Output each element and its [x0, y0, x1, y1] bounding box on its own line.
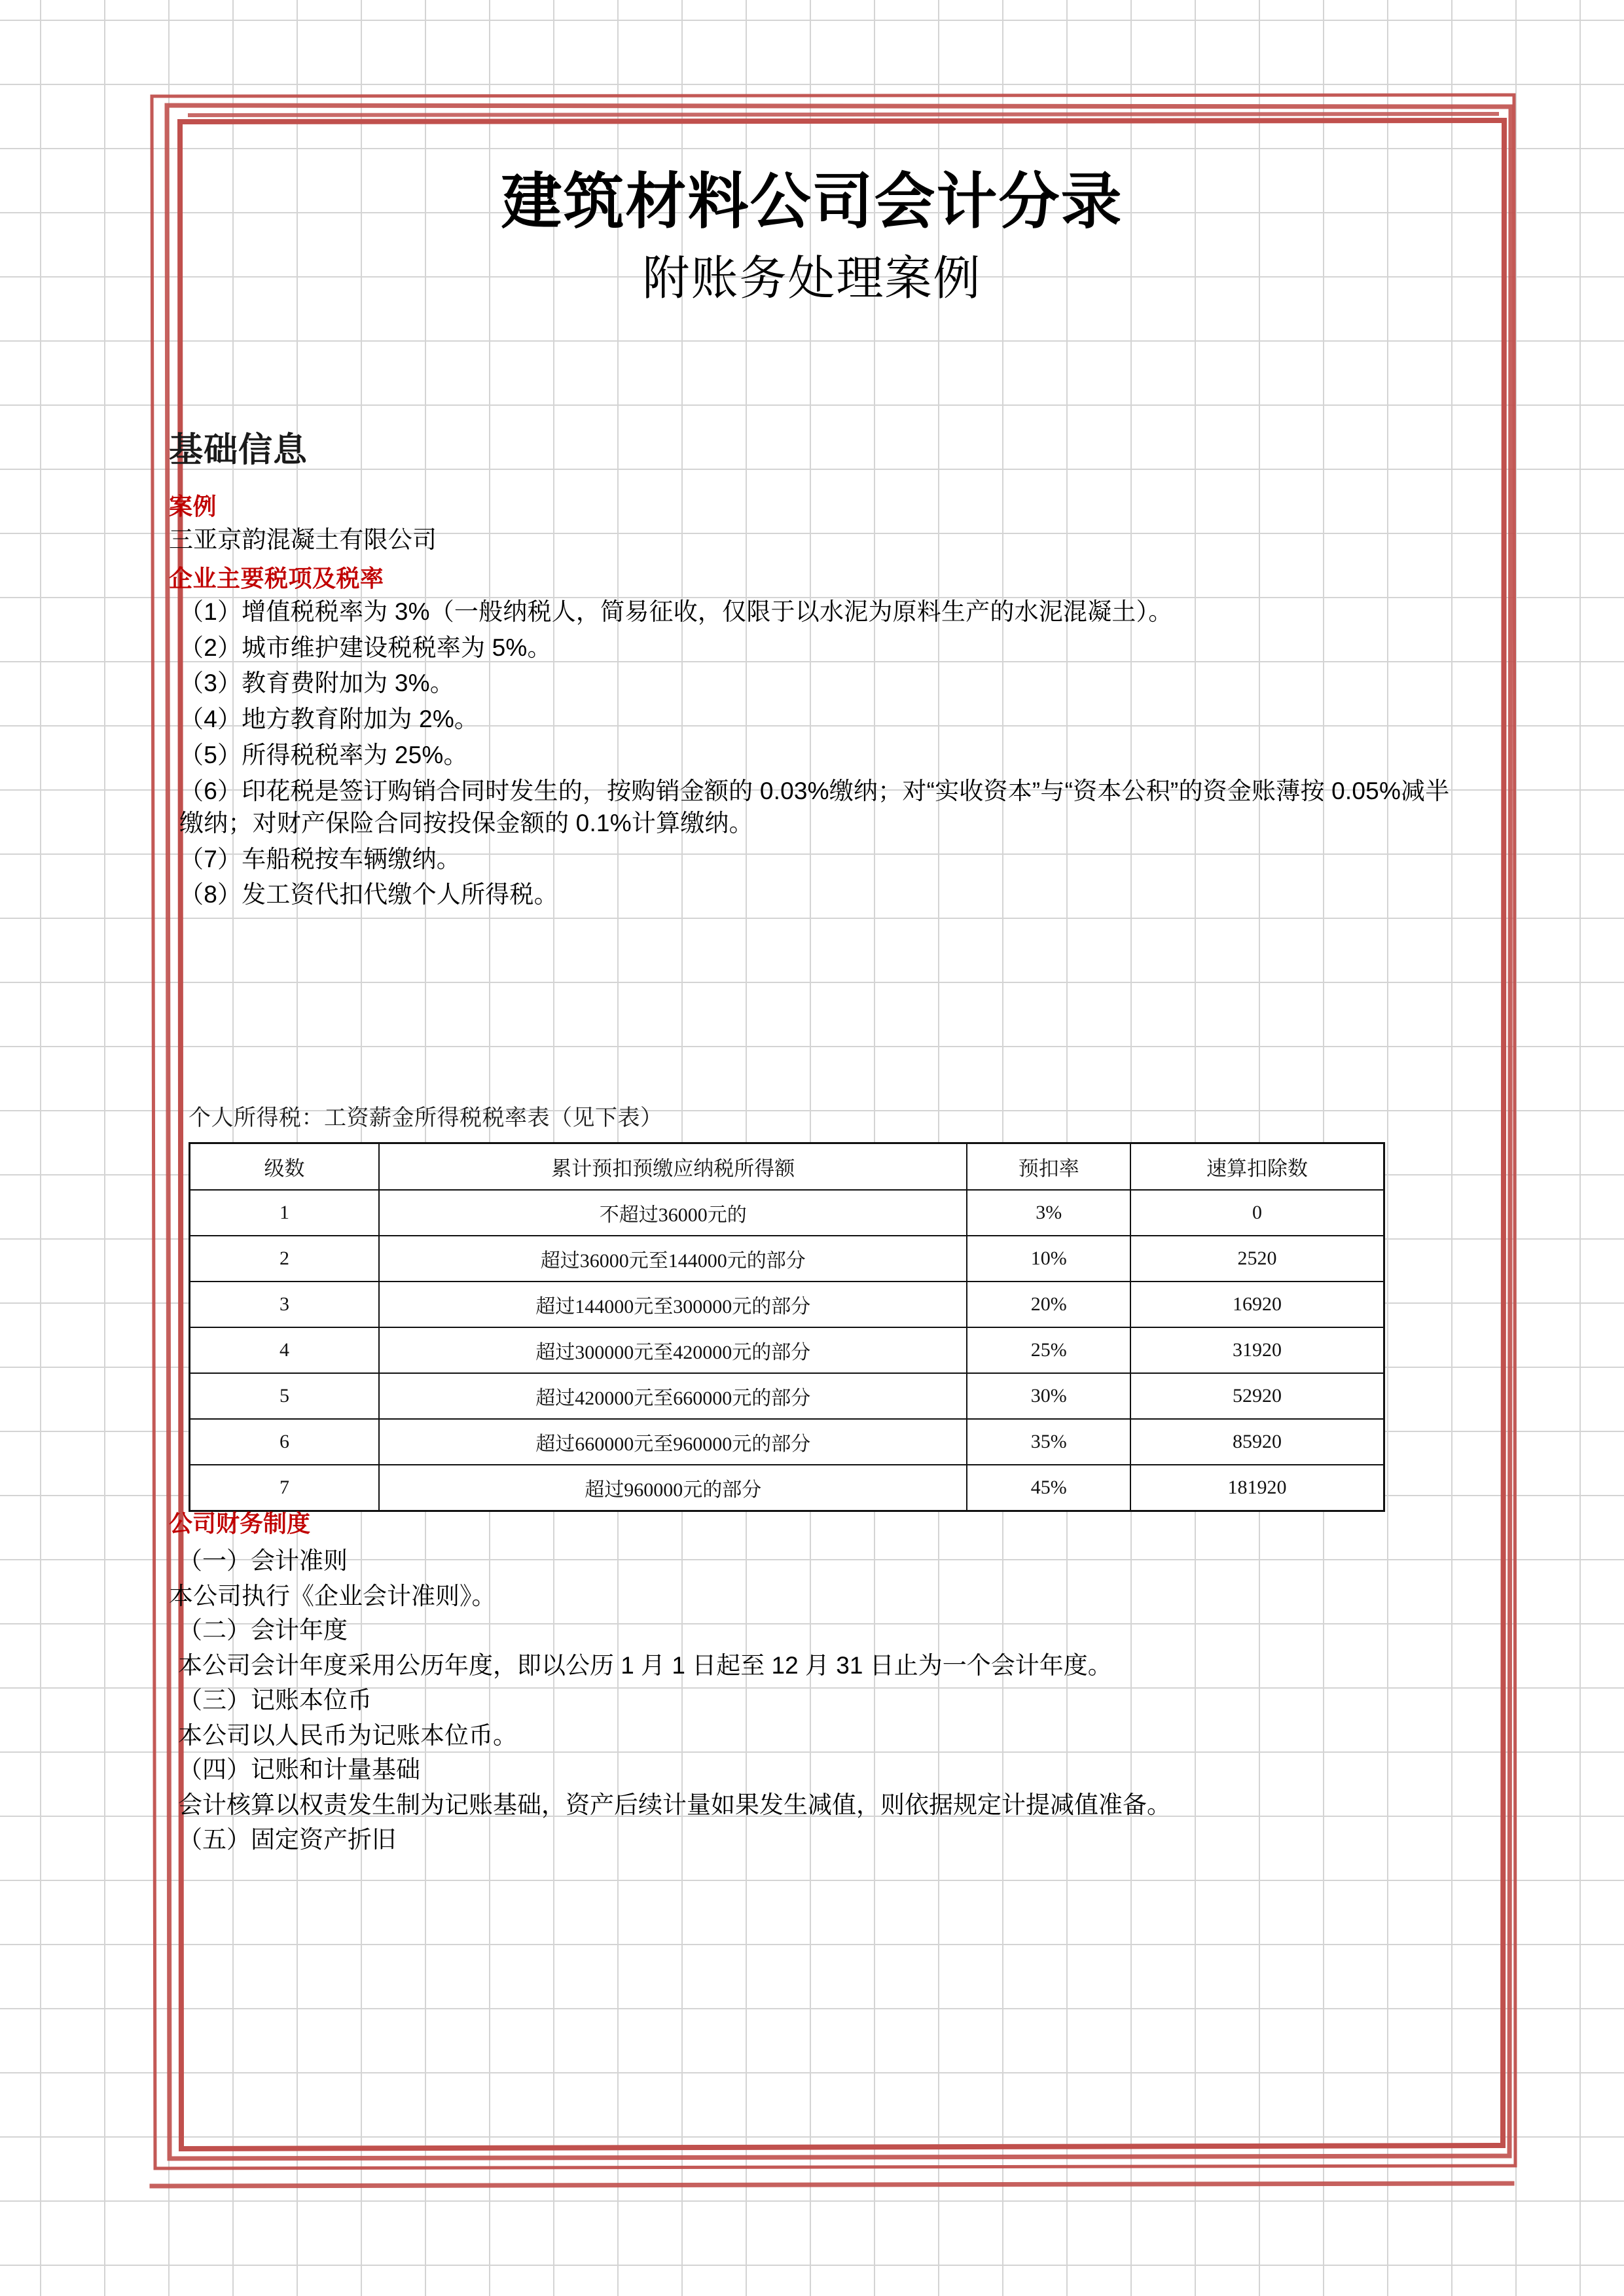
- tax-item: （1）增值税税率为 3%（一般纳税人，简易征收，仅限于以水泥为原料生产的水泥混凝土）。: [179, 598, 1173, 625]
- table-row: [190, 1190, 1384, 1236]
- cell-level: 2: [190, 1236, 380, 1282]
- column-header-income: 累计预扣预缴应纳税所得额: [379, 1143, 967, 1191]
- basic-info-section: [169, 422, 1465, 915]
- cell-level: 1: [190, 1190, 380, 1236]
- cell-income: 超过144000元至300000元的部分: [379, 1282, 967, 1327]
- column-header-deduct: 速算扣除数: [1130, 1143, 1384, 1191]
- table-row: [190, 1282, 1384, 1327]
- tax-item: （4）地方教育附加为 2%。: [179, 706, 479, 733]
- cell-income: 超过36000元至144000元的部分: [379, 1236, 967, 1282]
- cell-rate: 25%: [967, 1327, 1130, 1373]
- cell-rate: 3%: [967, 1190, 1130, 1236]
- table-row: [190, 1465, 1384, 1511]
- table-row: [190, 1236, 1384, 1282]
- tax-item: （2）城市维护建设税税率为 5%。: [179, 634, 552, 661]
- case-label: 案例: [169, 493, 217, 520]
- cell-income: 超过960000元的部分: [379, 1465, 967, 1511]
- tax-table-caption: 个人所得税：工资薪金所得税税率表（见下表）: [189, 1105, 663, 1130]
- page-subtitle: 附账务处理案例: [642, 253, 982, 305]
- policy-subheading: （四）记账和计量基础: [178, 1756, 420, 1784]
- cell-level: 6: [190, 1419, 380, 1465]
- cell-income: 不超过36000元的: [379, 1190, 967, 1236]
- cell-level: 5: [190, 1373, 380, 1419]
- tax-item: （8）发工资代扣代缴个人所得税。: [179, 881, 558, 908]
- cell-deduct: 181920: [1130, 1465, 1384, 1511]
- page-title: 建筑材料公司会计分录: [501, 168, 1123, 236]
- tax-item: （3）教育费附加为 3%。: [179, 670, 454, 697]
- table-row: [190, 1419, 1384, 1465]
- policy-subheading: （五）固定资产折旧: [178, 1825, 396, 1853]
- cell-rate: 30%: [967, 1373, 1130, 1419]
- tax-item: （5）所得税税率为 25%。: [179, 742, 468, 769]
- cell-deduct: 31920: [1130, 1327, 1384, 1373]
- policy-subheading: （三）记账本位币: [178, 1686, 372, 1713]
- cell-income: 超过420000元至660000元的部分: [379, 1373, 967, 1419]
- table-row: [190, 1327, 1384, 1373]
- cell-rate: 45%: [967, 1465, 1130, 1511]
- cell-deduct: 0: [1130, 1190, 1384, 1236]
- policy-subheading: （一）会计准则: [178, 1547, 348, 1574]
- policy-heading: 公司财务制度: [169, 1510, 311, 1537]
- cell-deduct: 16920: [1130, 1282, 1384, 1327]
- cell-income: 超过660000元至960000元的部分: [379, 1419, 967, 1465]
- cell-level: 3: [190, 1282, 380, 1327]
- basic-info-heading: 基础信息: [169, 431, 308, 469]
- tax-items-heading: 企业主要税项及税率: [169, 564, 384, 592]
- company-name: 三亚京韵混凝土有限公司: [169, 526, 437, 553]
- cell-rate: 10%: [967, 1236, 1130, 1282]
- cell-income: 超过300000元至420000元的部分: [379, 1327, 967, 1373]
- policy-body: 本公司以人民币为记账本位币。: [178, 1721, 517, 1749]
- policy-subheading: （二）会计年度: [178, 1617, 348, 1644]
- table-header-row: [190, 1143, 1384, 1191]
- financial-policy-section: [169, 1505, 1465, 1858]
- column-header-level: 级数: [190, 1143, 380, 1191]
- cell-deduct: 52920: [1130, 1373, 1384, 1419]
- cell-deduct: 2520: [1130, 1236, 1384, 1282]
- personal-income-tax-table: [189, 1142, 1385, 1512]
- cell-rate: 35%: [967, 1419, 1130, 1465]
- tax-item: （6）印花税是签订购销合同时发生的，按购销金额的 0.03%缴纳；对“实收资本”与“资本公积”的资金账薄按 0.05%减半缴纳；对财产保险合同按投保金额的 0.1%计算缴纳。: [179, 777, 1450, 836]
- column-header-rate: 预扣率: [967, 1143, 1130, 1191]
- policy-body: 本公司执行《企业会计准则》。: [169, 1582, 496, 1609]
- policy-body: 本公司会计年度采用公历年度，即以公历 1 月 1 日起至 12 月 31 日止为一个会计年度。: [178, 1652, 1112, 1679]
- table-row: [190, 1373, 1384, 1419]
- cell-level: 4: [190, 1327, 380, 1373]
- policy-body: 会计核算以权责发生制为记账基础，资产后续计量如果发生减值，则依据规定计提减值准备。: [178, 1791, 1171, 1819]
- cell-deduct: 85920: [1130, 1419, 1384, 1465]
- cell-rate: 20%: [967, 1282, 1130, 1327]
- tax-item: （7）车船税按车辆缴纳。: [179, 845, 461, 872]
- cell-level: 7: [190, 1465, 380, 1511]
